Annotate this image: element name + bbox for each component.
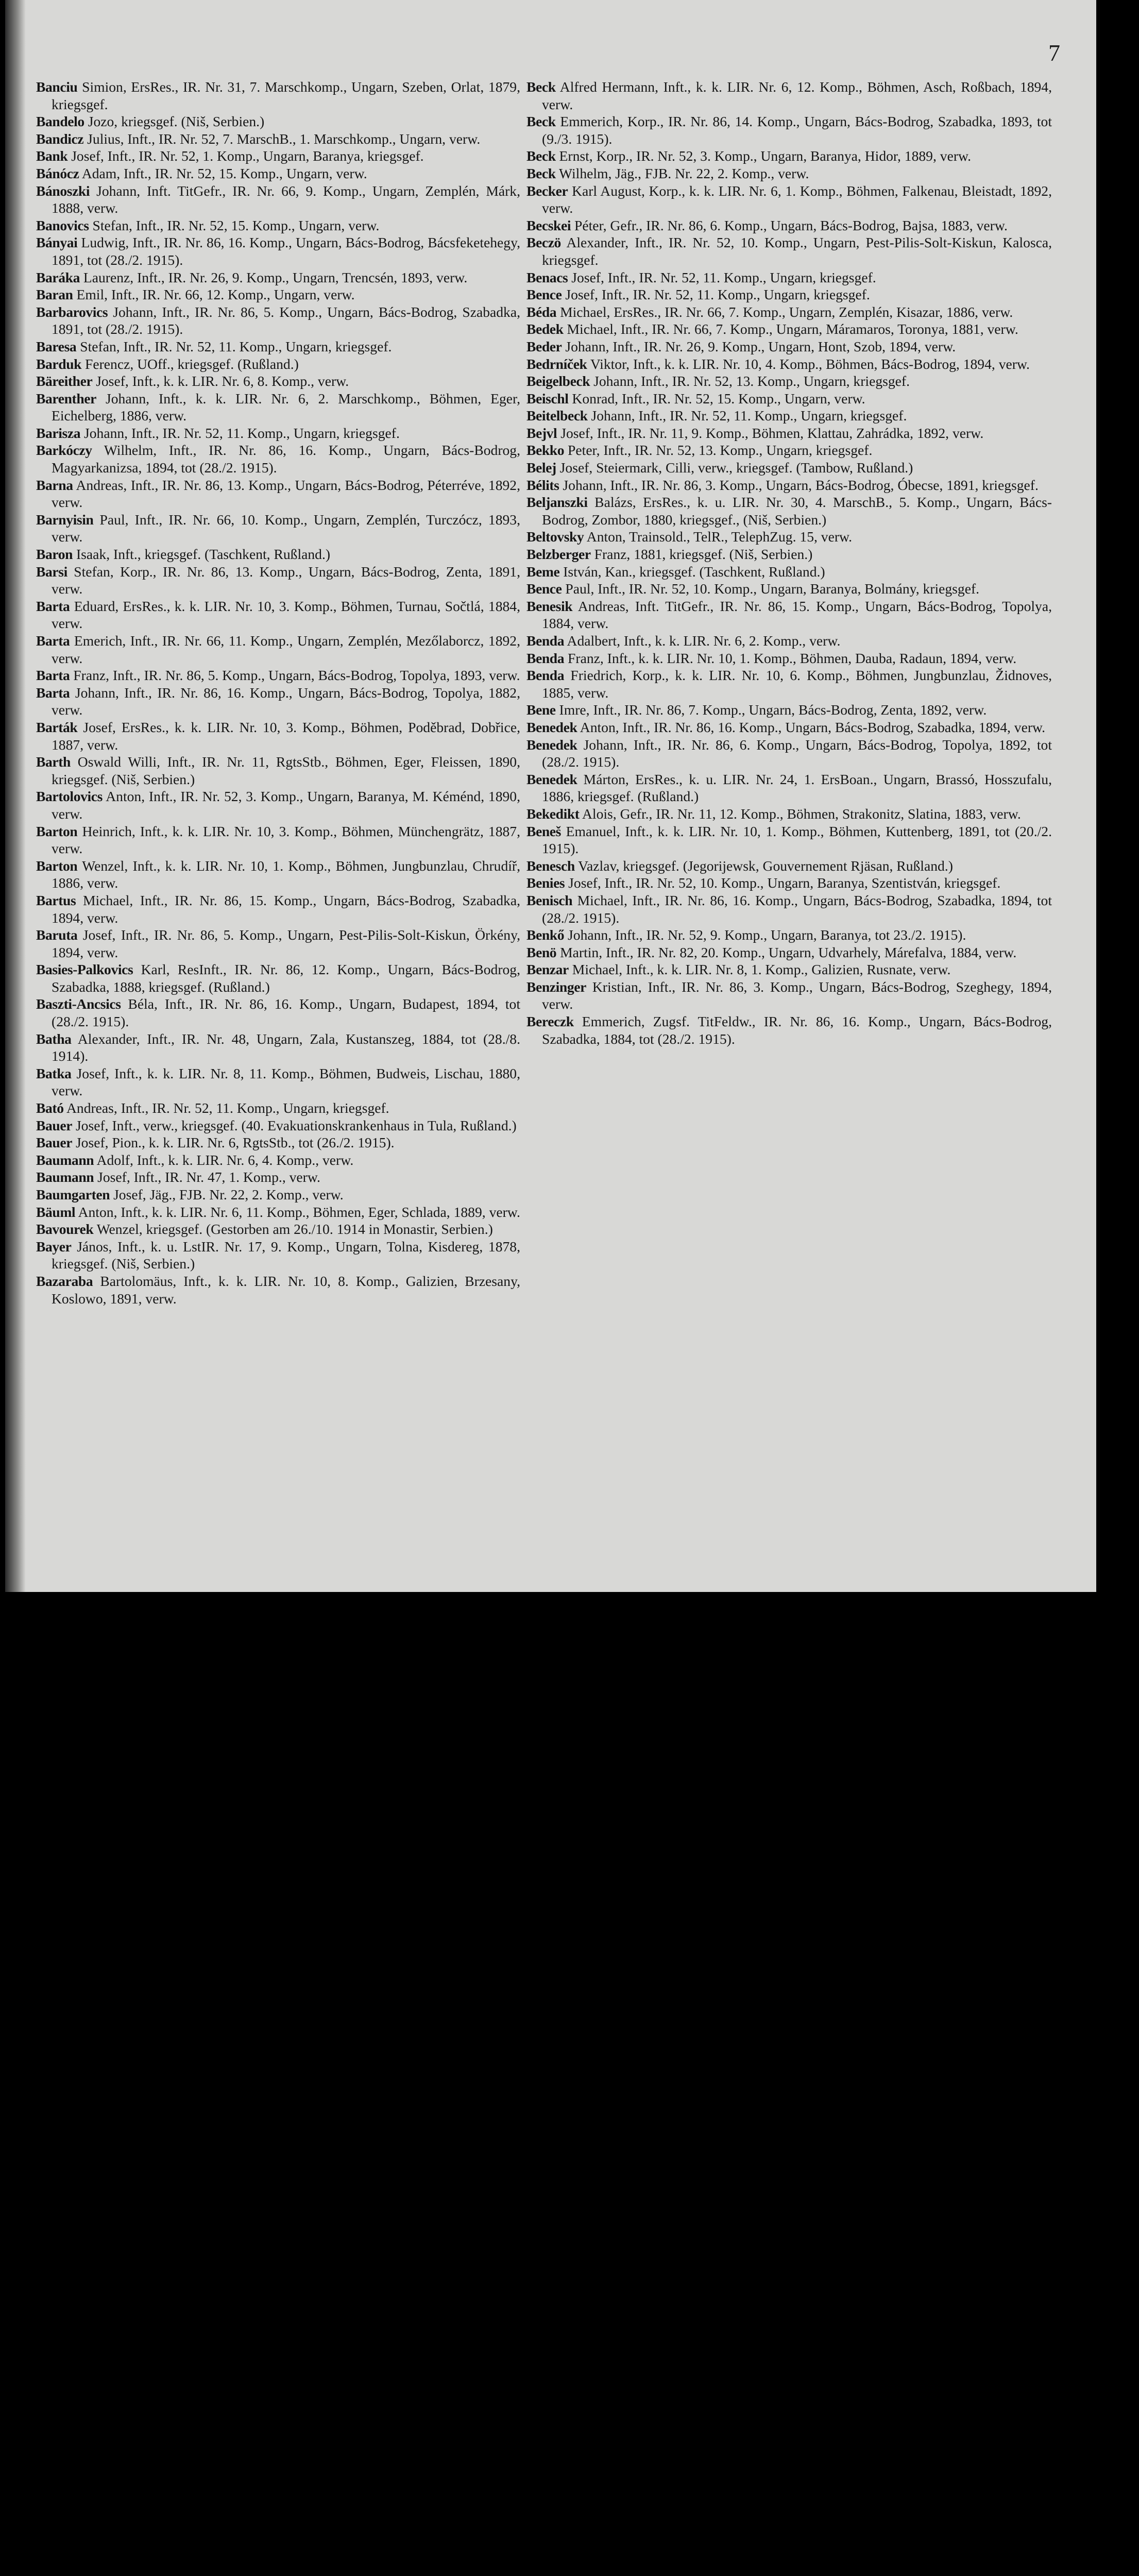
entry-surname: Bató — [36, 1100, 64, 1116]
entry-surname: Béda — [526, 303, 557, 320]
entry-surname: Bence — [526, 581, 562, 597]
register-entry — [36, 598, 520, 632]
entry-surname: Beneš — [526, 823, 561, 839]
entry-details: Jozo, kriegsgef. (Niš, Serbien.) — [84, 113, 265, 130]
register-entry — [526, 459, 1052, 477]
register-entry — [36, 113, 520, 130]
entry-surname: Barsi — [36, 563, 67, 580]
entry-details: Emil, Inft., IR. Nr. 66, 12. Komp., Ungarn, verw. — [73, 286, 355, 303]
entry-surname: Benacs — [526, 269, 568, 285]
register-entry — [36, 1204, 520, 1221]
entry-surname: Bereczk — [526, 1013, 574, 1030]
register-entry — [36, 182, 520, 217]
entry-details: Adolf, Inft., k. k. LIR. Nr. 6, 4. Komp., verw. — [94, 1151, 354, 1168]
entry-details: Julius, Inft., IR. Nr. 52, 7. MarschB., 1. Marschkomp., Ungarn, verw. — [83, 130, 481, 147]
register-entry — [526, 563, 1052, 581]
entry-surname: Benda — [526, 633, 565, 649]
scanned-page — [5, 0, 1096, 1592]
entry-details: Anton, Inft., IR. Nr. 86, 16. Komp., Ungarn, Bács-Bodrog, Szabadka, 1894, verw. — [577, 719, 1046, 735]
entry-surname: Barták — [36, 719, 78, 735]
entry-details: Paul, Inft., IR. Nr. 66, 10. Komp., Ungarn, Zemplén, Turczócz, 1893, verw. — [52, 511, 520, 545]
entry-surname: Bandicz — [36, 130, 84, 147]
entry-details: Emmerich, Korp., IR. Nr. 86, 14. Komp., Ungarn, Bács-Bodrog, Szabadka, 1893, tot (9./3. 1915). — [542, 113, 1052, 147]
entry-details: Johann, Inft., IR. Nr. 52, 9. Komp., Ungarn, Baranya, tot 23./2. 1915). — [564, 927, 966, 943]
entry-surname: Bartus — [36, 892, 76, 908]
register-entry — [526, 165, 1052, 182]
entry-surname: Bartolovics — [36, 788, 103, 805]
entry-details: Konrad, Inft., IR. Nr. 52, 15. Komp., Ungarn, verw. — [568, 390, 865, 406]
entry-details: Kristian, Inft., IR. Nr. 86, 3. Komp., Ungarn, Bács-Bodrog, Szeghegy, 1894, verw. — [542, 978, 1052, 1012]
register-entry — [526, 1013, 1052, 1047]
entry-details: Martin, Inft., IR. Nr. 82, 20. Komp., Ungarn, Udvarhely, Márefalva, 1884, verw. — [556, 944, 1017, 960]
entry-surname: Bánoszki — [36, 182, 90, 199]
entry-surname: Benesch — [526, 857, 575, 874]
register-entry — [36, 372, 520, 390]
entry-details: Friedrich, Korp., k. k. LIR. Nr. 10, 6. Komp., Böhmen, Jungbunzlau, Židnoves, 1885, verw. — [542, 667, 1052, 701]
entry-surname: Beischl — [526, 390, 569, 406]
entry-details: Ernst, Korp., IR. Nr. 52, 3. Komp., Ungarn, Baranya, Hidor, 1889, verw. — [555, 148, 972, 164]
entry-surname: Barenther — [36, 390, 96, 406]
entry-surname: Benedek — [526, 771, 577, 787]
entry-surname: Barth — [36, 754, 71, 770]
entry-surname: Barkóczy — [36, 442, 92, 459]
right-column — [526, 78, 1052, 1047]
register-entry — [36, 477, 520, 511]
register-entry — [36, 892, 520, 926]
register-entry — [36, 667, 520, 684]
register-entry — [36, 355, 520, 373]
register-entry — [36, 788, 520, 822]
entry-details: Paul, Inft., IR. Nr. 52, 10. Komp., Ungarn, Baranya, Bolmány, kriegsgef. — [562, 581, 980, 597]
entry-details: Josef, Inft., IR. Nr. 86, 5. Komp., Ungarn, Pest-Pilis-Solt-Kiskun, Örkény, 1894, verw. — [52, 927, 520, 960]
register-entry — [36, 1273, 520, 1307]
entry-surname: Bauer — [36, 1134, 73, 1151]
register-entry — [36, 425, 520, 442]
entry-details: Oswald Willi, Inft., IR. Nr. 11, RgtsStb., Böhmen, Eger, Fleissen, 1890, kriegsgef. (Niš, Serbien.) — [52, 754, 520, 787]
register-entry — [36, 338, 520, 355]
entry-surname: Beltovsky — [526, 529, 584, 545]
entry-details: Johann, Inft. TitGefr., IR. Nr. 66, 9. Komp., Ungarn, Zemplén, Márk, 1888, verw. — [52, 182, 520, 216]
entry-surname: Baresa — [36, 338, 77, 354]
register-entry — [36, 130, 520, 148]
register-entry — [36, 286, 520, 303]
register-entry — [36, 1186, 520, 1204]
entry-details: Emanuel, Inft., k. k. LIR. Nr. 10, 1. Komp., Böhmen, Kuttenberg, 1891, tot (20./2. 1915). — [542, 823, 1052, 857]
entry-details: Josef, Inft., k. k. LIR. Nr. 6, 8. Komp., verw. — [92, 373, 349, 389]
entry-details: Stefan, Inft., IR. Nr. 52, 11. Komp., Ungarn, kriegsgef. — [76, 338, 392, 354]
entry-surname: Belzberger — [526, 546, 591, 563]
register-entry — [526, 269, 1052, 286]
entry-details: Emerich, Inft., IR. Nr. 66, 11. Komp., Ungarn, Zemplén, Mezőlaborcz, 1892, verw. — [52, 633, 520, 666]
register-entry — [36, 78, 520, 113]
viewer-footer — [0, 1592, 1139, 1707]
entry-surname: Beme — [526, 563, 560, 580]
entry-surname: Bejvl — [526, 425, 557, 441]
entry-surname: Beck — [526, 79, 556, 95]
entry-surname: Beigelbeck — [526, 373, 590, 389]
entry-details: Josef, Inft., IR. Nr. 47, 1. Komp., verw. — [94, 1169, 320, 1185]
entry-surname: Bence — [526, 286, 562, 303]
entry-surname: Bekedikt — [526, 805, 580, 822]
register-entry — [526, 320, 1052, 338]
entry-surname: Bedrníček — [526, 355, 587, 372]
entry-surname: Barna — [36, 477, 73, 493]
entry-details: Vazlav, kriegsgef. (Jegorijewsk, Gouvernement Rjäsan, Rußland.) — [574, 857, 953, 874]
register-entry — [36, 1117, 520, 1134]
register-entry — [526, 182, 1052, 217]
entry-surname: Bányai — [36, 234, 78, 251]
register-entry — [36, 684, 520, 719]
entry-surname: Benzinger — [526, 978, 586, 995]
entry-details: Michael, Inft., IR. Nr. 86, 15. Komp., Ungarn, Bács-Bodrog, Szabadka, 1894, verw. — [52, 892, 520, 926]
entry-surname: Belej — [526, 460, 556, 476]
entry-details: Emmerich, Zugsf. TitFeldw., IR. Nr. 86, 16. Komp., Ungarn, Bács-Bodrog, Szabadka, 1884, tot (28./2. 1915). — [542, 1013, 1052, 1047]
register-entry — [526, 338, 1052, 355]
register-entry — [526, 874, 1052, 892]
entry-details: Márton, ErsRes., k. u. LIR. Nr. 24, 1. ErsBoan., Ungarn, Brassó, Hosszufalu, 1886, kriegsgef. (Rußland.) — [542, 771, 1052, 805]
register-entry — [36, 753, 520, 788]
entry-surname: Beder — [526, 338, 562, 354]
register-entry — [526, 632, 1052, 650]
register-entry — [36, 961, 520, 995]
entry-surname: Beczö — [526, 234, 561, 251]
entry-details: Adalbert, Inft., k. k. LIR. Nr. 6, 2. Komp., verw. — [564, 633, 841, 649]
entry-details: Stefan, Inft., IR. Nr. 52, 15. Komp., Ungarn, verw. — [89, 217, 380, 233]
entry-details: Isaak, Inft., kriegsgef. (Taschkent, Rußland.) — [73, 546, 331, 563]
register-entry — [36, 1221, 520, 1238]
entry-surname: Barta — [36, 633, 70, 649]
entry-surname: Barbarovics — [36, 303, 108, 320]
register-entry — [36, 511, 520, 546]
entry-surname: Bavourek — [36, 1221, 94, 1238]
entry-surname: Beitelbeck — [526, 408, 588, 424]
entry-details: Ludwig, Inft., IR. Nr. 86, 16. Komp., Ungarn, Bács-Bodrog, Bácsfeketehegy, 1891, tot (28./2. 1915). — [52, 234, 520, 268]
entry-details: Karl, ResInft., IR. Nr. 86, 12. Komp., Ungarn, Bács-Bodrog, Szabadka, 1888, kriegsgef. (Rußland.) — [52, 961, 520, 995]
entry-surname: Benedek — [526, 719, 577, 735]
entry-details: Michael, Inft., k. k. LIR. Nr. 8, 1. Komp., Galizien, Rusnate, verw. — [568, 961, 951, 978]
entry-details: Josef, Steiermark, Cilli, verw., kriegsgef. (Tambow, Rußland.) — [556, 460, 913, 476]
entry-details: János, Inft., k. u. LstIR. Nr. 17, 9. Komp., Ungarn, Tolna, Kisdereg, 1878, kriegsgef. (Niš, Serbien.) — [52, 1238, 520, 1272]
register-entry — [526, 390, 1052, 408]
entry-surname: Bekko — [526, 442, 565, 459]
entry-surname: Baran — [36, 286, 73, 303]
entry-surname: Benkő — [526, 927, 565, 943]
register-entry — [36, 147, 520, 165]
register-entry — [526, 286, 1052, 303]
register-entry — [526, 234, 1052, 268]
register-entry — [526, 857, 1052, 875]
entry-details: Johann, Inft., IR. Nr. 26, 9. Komp., Ungarn, Hont, Szob, 1894, verw. — [562, 338, 956, 354]
register-entry — [526, 667, 1052, 701]
entry-details: Adam, Inft., IR. Nr. 52, 15. Komp., Ungarn, verw. — [79, 165, 367, 181]
register-entry — [36, 546, 520, 563]
entry-details: Anton, Inft., k. k. LIR. Nr. 6, 11. Komp., Böhmen, Eger, Schlada, 1889, verw. — [75, 1204, 520, 1220]
entry-details: Eduard, ErsRes., k. k. LIR. Nr. 10, 3. Komp., Böhmen, Turnau, Sočtlá, 1884, verw. — [52, 598, 520, 632]
entry-details: Viktor, Inft., k. k. LIR. Nr. 10, 4. Komp., Böhmen, Bács-Bodrog, 1894, verw. — [587, 355, 1030, 372]
entry-surname: Bene — [526, 702, 556, 718]
entry-details: Laurenz, Inft., IR. Nr. 26, 9. Komp., Ungarn, Trencsén, 1893, verw. — [80, 269, 468, 285]
register-entry — [526, 303, 1052, 321]
register-entry — [36, 269, 520, 286]
entry-details: Josef, Inft., IR. Nr. 52, 1. Komp., Ungarn, Baranya, kriegsgef. — [67, 148, 424, 164]
entry-details: Josef, Inft., IR. Nr. 52, 10. Komp., Ungarn, Baranya, Szentistván, kriegsgef. — [565, 875, 1001, 891]
register-entry — [526, 978, 1052, 1013]
entry-surname: Barta — [36, 667, 70, 684]
entry-details: Johann, Inft., IR. Nr. 52, 11. Komp., Ungarn, kriegsgef. — [587, 408, 907, 424]
register-entry — [36, 165, 520, 182]
entry-details: Johann, Inft., IR. Nr. 86, 3. Komp., Ungarn, Bács-Bodrog, Óbecse, 1891, kriegsgef. — [559, 477, 1039, 493]
register-entry — [36, 234, 520, 268]
register-entry — [526, 650, 1052, 667]
register-entry — [36, 719, 520, 753]
left-column — [36, 78, 520, 1307]
register-entry — [36, 995, 520, 1030]
entry-details: Wilhelm, Inft., IR. Nr. 86, 16. Komp., Ungarn, Bács-Bodrog, Magyarkanizsa, 1894, tot (28./2. 1915). — [52, 442, 520, 476]
register-entry — [526, 407, 1052, 425]
entry-surname: Beck — [526, 113, 556, 130]
entry-details: Wenzel, Inft., k. k. LIR. Nr. 10, 1. Komp., Böhmen, Jungbunzlau, Chrudíř, 1886, verw. — [52, 857, 520, 891]
entry-surname: Benö — [526, 944, 557, 960]
entry-surname: Beck — [526, 148, 556, 164]
entry-details: István, Kan., kriegsgef. (Taschkent, Rußland.) — [559, 563, 825, 580]
entry-surname: Bäreither — [36, 373, 93, 389]
entry-details: Peter, Inft., IR. Nr. 52, 13. Komp., Ungarn, kriegsgef. — [564, 442, 873, 459]
register-entry — [526, 892, 1052, 926]
entry-surname: Bäuml — [36, 1204, 76, 1220]
entry-details: Simion, ErsRes., IR. Nr. 31, 7. Marschkomp., Ungarn, Szeben, Orlat, 1879, kriegsgef. — [52, 79, 520, 112]
entry-surname: Baumann — [36, 1151, 94, 1168]
entry-surname: Benda — [526, 650, 565, 666]
register-entry — [526, 355, 1052, 373]
entry-details: Béla, Inft., IR. Nr. 86, 16. Komp., Ungarn, Budapest, 1894, tot (28./2. 1915). — [52, 996, 520, 1030]
entry-surname: Banciu — [36, 79, 78, 95]
register-entry — [526, 217, 1052, 234]
register-entry — [36, 1099, 520, 1117]
entry-details: Johann, Inft., k. k. LIR. Nr. 6, 2. Marschkomp., Böhmen, Eger, Eichelberg, 1886, verw. — [52, 390, 520, 424]
entry-details: Bartolomäus, Inft., k. k. LIR. Nr. 10, 8. Komp., Galizien, Brzesany, Koslowo, 1891, verw. — [52, 1273, 520, 1307]
entry-details: Stefan, Korp., IR. Nr. 86, 13. Komp., Ungarn, Bács-Bodrog, Zenta, 1891, verw. — [52, 563, 520, 597]
entry-surname: Barduk — [36, 355, 82, 372]
entry-details: Heinrich, Inft., k. k. LIR. Nr. 10, 3. Komp., Böhmen, Münchengrätz, 1887, verw. — [52, 823, 520, 857]
entry-surname: Beck — [526, 165, 556, 181]
entry-details: Johann, Inft., IR. Nr. 86, 16. Komp., Ungarn, Bács-Bodrog, Topolya, 1882, verw. — [52, 684, 520, 718]
register-entry — [526, 961, 1052, 978]
entry-details: Johann, Inft., IR. Nr. 52, 13. Komp., Ungarn, kriegsgef. — [590, 373, 910, 389]
entry-surname: Becker — [526, 182, 568, 199]
register-entry — [526, 147, 1052, 165]
entry-surname: Bedek — [526, 321, 564, 337]
register-entry — [36, 303, 520, 338]
entry-surname: Barnyisin — [36, 511, 94, 528]
register-entry — [526, 442, 1052, 459]
entry-surname: Barisza — [36, 425, 81, 441]
entry-details: Johann, Inft., IR. Nr. 52, 11. Komp., Ungarn, kriegsgef. — [80, 425, 400, 441]
register-entry — [526, 598, 1052, 632]
entry-details: Imre, Inft., IR. Nr. 86, 7. Komp., Ungarn, Bács-Bodrog, Zenta, 1892, verw. — [555, 702, 987, 718]
register-entry — [526, 771, 1052, 805]
entry-surname: Benies — [526, 875, 565, 891]
entry-details: Wenzel, kriegsgef. (Gestorben am 26./10. 1914 in Monastir, Serbien.) — [93, 1221, 493, 1238]
entry-details: Josef, ErsRes., k. k. LIR. Nr. 10, 3. Komp., Böhmen, Poděbrad, Dobřice, 1887, verw. — [52, 719, 520, 753]
register-entry — [526, 528, 1052, 546]
page-number: 7 — [1048, 40, 1060, 66]
entry-surname: Beljanszki — [526, 494, 588, 511]
entry-details: Josef, Pion., k. k. LIR. Nr. 6, RgtsStb., tot (26./2. 1915). — [72, 1134, 395, 1151]
entry-surname: Baumgarten — [36, 1187, 110, 1202]
entry-details: Wilhelm, Jäg., FJB. Nr. 22, 2. Komp., verw. — [555, 165, 809, 181]
entry-surname: Banovics — [36, 217, 89, 233]
register-entry — [526, 580, 1052, 598]
entry-surname: Baszti-Ancsics — [36, 996, 121, 1012]
register-entry — [36, 1065, 520, 1099]
register-entry — [36, 926, 520, 961]
entry-details: Johann, Inft., IR. Nr. 86, 6. Komp., Ungarn, Bács-Bodrog, Topolya, 1892, tot (28./2. 1915). — [542, 736, 1052, 770]
entry-details: Andreas, Inft., IR. Nr. 86, 13. Komp., Ungarn, Bács-Bodrog, Péterréve, 1892, verw. — [52, 477, 520, 511]
entry-details: Péter, Gefr., IR. Nr. 86, 6. Komp., Ungarn, Bács-Bodrog, Bajsa, 1883, verw. — [571, 217, 1008, 233]
entry-surname: Barta — [36, 598, 70, 614]
register-entry — [526, 719, 1052, 736]
entry-surname: Barton — [36, 823, 78, 839]
register-entry — [526, 805, 1052, 823]
register-entry — [36, 1030, 520, 1065]
entry-surname: Bélits — [526, 477, 559, 493]
entry-details: Josef, Inft., verw., kriegsgef. (40. Evakuationskrankenhaus in Tula, Rußland.) — [72, 1117, 517, 1133]
entry-surname: Batka — [36, 1065, 72, 1081]
register-entry — [36, 1151, 520, 1169]
entry-surname: Basies-Palkovics — [36, 961, 133, 978]
entry-details: Michael, ErsRes., IR. Nr. 66, 7. Komp., Ungarn, Zemplén, Kisazar, 1886, verw. — [556, 303, 1013, 320]
register-entry — [526, 736, 1052, 771]
register-entry — [526, 944, 1052, 961]
register-entry — [36, 1168, 520, 1186]
entry-details: Alexander, Inft., IR. Nr. 52, 10. Komp., Ungarn, Pest-Pilis-Solt-Kiskun, Kalosca, kriegsgef. — [542, 234, 1052, 268]
entry-surname: Bauer — [36, 1117, 73, 1133]
entry-details: Alois, Gefr., IR. Nr. 11, 12. Komp., Böhmen, Strakonitz, Slatina, 1883, verw. — [579, 805, 1021, 822]
entry-surname: Benda — [526, 667, 565, 684]
entry-surname: Baron — [36, 546, 73, 563]
register-entry — [526, 425, 1052, 442]
entry-details: Franz, 1881, kriegsgef. (Niš, Serbien.) — [590, 546, 813, 563]
register-entry — [526, 926, 1052, 944]
entry-surname: Benisch — [526, 892, 573, 908]
page-binding-shadow — [5, 0, 26, 1592]
entry-surname: Bánócz — [36, 165, 79, 181]
entry-surname: Bazaraba — [36, 1273, 93, 1289]
entry-details: Alfred Hermann, Inft., k. k. LIR. Nr. 6, 12. Komp., Böhmen, Asch, Roßbach, 1894, verw. — [542, 79, 1052, 112]
register-entry — [526, 78, 1052, 113]
register-entry — [36, 857, 520, 892]
entry-details: Josef, Jäg., FJB. Nr. 22, 2. Komp., verw. — [110, 1187, 344, 1202]
register-entry — [36, 217, 520, 234]
entry-details: Josef, Inft., IR. Nr. 52, 11. Komp., Ungarn, kriegsgef. — [568, 269, 876, 285]
entry-surname: Bank — [36, 148, 68, 164]
entry-surname: Bayer — [36, 1238, 72, 1255]
entry-details: Michael, Inft., IR. Nr. 66, 7. Komp., Ungarn, Máramaros, Toronya, 1881, verw. — [563, 321, 1018, 337]
entry-details: Michael, Inft., IR. Nr. 86, 16. Komp., Ungarn, Bács-Bodrog, Szabadka, 1894, tot (28./2. 1915). — [542, 892, 1052, 926]
entry-details: Franz, Inft., k. k. LIR. Nr. 10, 1. Komp., Böhmen, Dauba, Radaun, 1894, verw. — [564, 650, 1017, 666]
entry-surname: Barta — [36, 684, 70, 701]
register-entry — [36, 563, 520, 598]
entry-details: Josef, Inft., IR. Nr. 52, 11. Komp., Ungarn, kriegsgef. — [562, 286, 870, 303]
entry-details: Josef, Inft., k. k. LIR. Nr. 8, 11. Komp., Böhmen, Budweis, Lischau, 1880, verw. — [52, 1065, 520, 1099]
register-entry — [526, 372, 1052, 390]
register-entry — [36, 1238, 520, 1273]
entry-surname: Benzar — [526, 961, 569, 978]
register-entry — [526, 494, 1052, 528]
register-entry — [36, 390, 520, 425]
entry-surname: Baumann — [36, 1169, 94, 1185]
entry-details: Franz, Inft., IR. Nr. 86, 5. Komp., Ungarn, Bács-Bodrog, Topolya, 1893, verw. — [70, 667, 520, 684]
entry-surname: Baráka — [36, 269, 80, 285]
register-entry — [36, 632, 520, 667]
register-entry — [36, 1134, 520, 1151]
entry-details: Anton, Inft., IR. Nr. 52, 3. Komp., Ungarn, Baranya, M. Kéménd, 1890, verw. — [52, 788, 520, 822]
register-entry — [526, 477, 1052, 494]
entry-surname: Batha — [36, 1030, 72, 1047]
register-entry — [526, 823, 1052, 857]
entry-surname: Benesik — [526, 598, 573, 614]
entry-surname: Bandelo — [36, 113, 84, 130]
register-entry — [526, 113, 1052, 147]
entry-details: Anton, Trainsold., TelR., TelephZug. 15, verw. — [584, 529, 853, 545]
entry-details: Johann, Inft., IR. Nr. 86, 5. Komp., Ungarn, Bács-Bodrog, Szabadka, 1891, tot (28./2. 1915). — [52, 303, 520, 337]
register-entry — [526, 701, 1052, 719]
entry-details: Ferencz, UOff., kriegsgef. (Rußland.) — [81, 355, 299, 372]
entry-details: Andreas, Inft., IR. Nr. 52, 11. Komp., Ungarn, kriegsgef. — [63, 1100, 389, 1116]
entry-surname: Barton — [36, 857, 78, 874]
entry-details: Alexander, Inft., IR. Nr. 48, Ungarn, Zala, Kustanszeg, 1884, tot (28./8. 1914). — [52, 1030, 520, 1064]
entry-details: Karl August, Korp., k. k. LIR. Nr. 6, 1. Komp., Böhmen, Falkenau, Bleistadt, 1892, verw. — [542, 182, 1052, 216]
entry-surname: Baruta — [36, 927, 78, 943]
register-entry — [526, 546, 1052, 563]
entry-details: Josef, Inft., IR. Nr. 11, 9. Komp., Böhmen, Klattau, Zahrádka, 1892, verw. — [557, 425, 984, 441]
entry-surname: Becskei — [526, 217, 571, 233]
entry-surname: Benedek — [526, 736, 577, 753]
entry-details: Balázs, ErsRes., k. u. LIR. Nr. 30, 4. MarschB., 5. Komp., Ungarn, Bács-Bodrog, Zombor, 1880, kriegsgef., (Niš, Serbien.) — [542, 494, 1052, 528]
register-entry — [36, 823, 520, 857]
entry-details: Andreas, Inft. TitGefr., IR. Nr. 86, 15. Komp., Ungarn, Bács-Bodrog, Topolya, 1884, verw. — [542, 598, 1052, 632]
register-entry — [36, 442, 520, 476]
